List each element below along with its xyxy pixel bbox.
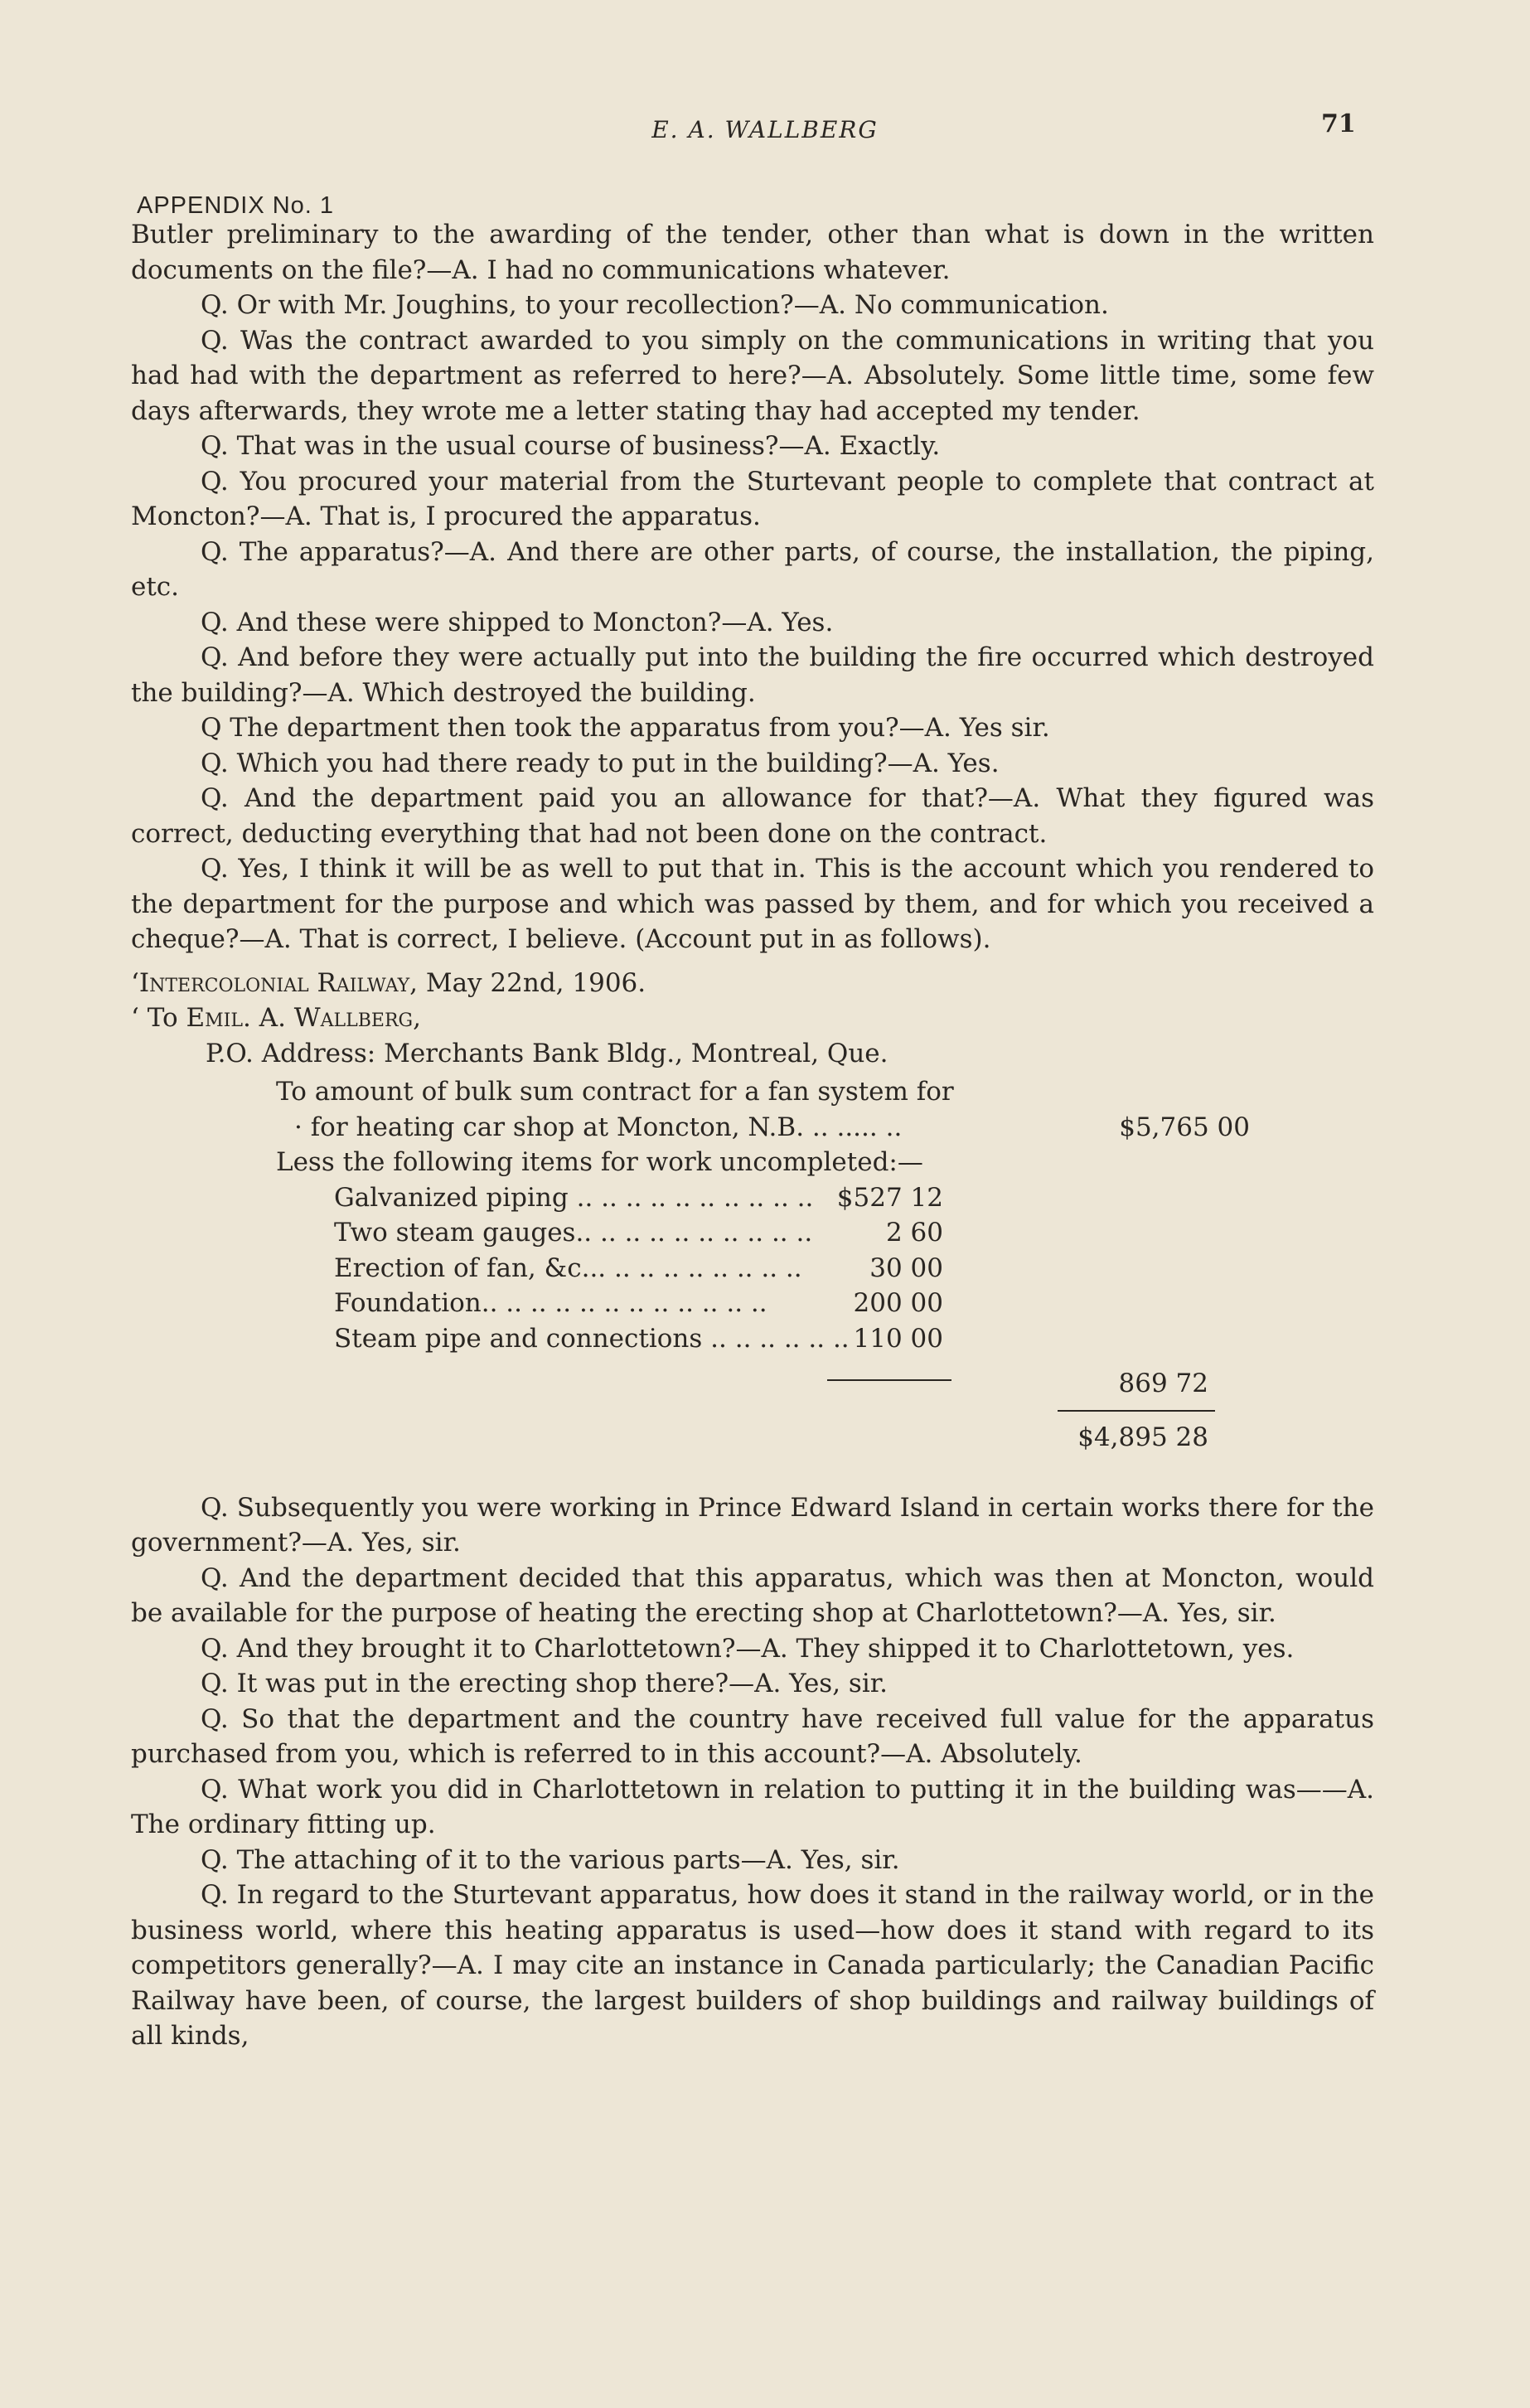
- running-title: E. A. WALLBERG: [651, 116, 879, 143]
- paragraph: Q. Which you had there ready to put in the building?—A. Yes.: [201, 748, 1000, 778]
- paragraph: Q. It was put in the erecting shop there?—A. Yes, sir.: [201, 1669, 888, 1698]
- paragraph: Q. And the department paid you an allowance for that?—A. What they figured was correct, deducting everything that had not been done on the contract.: [131, 783, 1374, 849]
- paragraph: Q. And these were shipped to Moncton?—A. Yes.: [201, 607, 834, 637]
- paragraph: Butler preliminary to the awarding of the tender, other than what is down in the written documents on the file?—A. I had no communications whatever.: [131, 220, 1374, 285]
- dateline-date: May 22nd, 1906.: [425, 967, 646, 998]
- paragraph: Q. And before they were actually put into the building the fire occurred which destroyed the building?—A. Which destroyed the building.: [131, 642, 1374, 708]
- item-label: Erection of fan, &c... .. .. .. .. .. .. .. ..: [334, 1252, 802, 1283]
- total-rule: [1058, 1410, 1215, 1412]
- account-dateline: [131, 966, 1374, 1001]
- net-total: $4,895 28: [1077, 1422, 1208, 1452]
- item-label: Two steam gauges.. .. .. .. .. .. .. .. .. ..: [334, 1218, 813, 1248]
- account-row: [276, 1145, 1258, 1180]
- paragraph: Q. In regard to the Sturtevant apparatus, how does it stand in the railway world, or in the business world, where this heating apparatus is used—how does it stand with regard to its competitors generally?—A. I may cite an instance in Canada particularly; the Canadian Pacific Railway have been, of course, the largest builders of shop buildings and railway buildings of all kinds,: [131, 1880, 1374, 2051]
- recipient-name: Emil. A. Wallberg,: [186, 1003, 421, 1033]
- item-amount: 200 00: [853, 1288, 943, 1318]
- paragraph: Q. Yes, I think it will be as well to put that in. This is the account which you rendered to the department for the purpose and which was passed by them, and for which you received a cheque?—A. That is correct, I believe. (Account put in as follows).: [131, 854, 1374, 954]
- paragraph: Q. And they brought it to Charlottetown?—A. They shipped it to Charlottetown, yes.: [201, 1633, 1295, 1664]
- page-body: [131, 217, 1374, 2054]
- dateline-quote: ‘: [131, 967, 139, 998]
- account-less-label: Less the following items for work uncompleted:—: [276, 1147, 923, 1177]
- paragraph: Q. Subsequently you were working in Prince Edward Island in certain works there for the government?—A. Yes, sir.: [131, 1492, 1374, 1558]
- page-number: 71: [1321, 109, 1356, 138]
- paragraph: Q The department then took the apparatus from you?—A. Yes sir.: [201, 713, 1050, 743]
- item-label: Steam pipe and connections .. .. .. .. .. ..: [334, 1323, 850, 1354]
- account-item: [276, 1180, 1258, 1216]
- account-total-row: [276, 1422, 1258, 1462]
- paragraph: Q. And the department decided that this apparatus, which was then at Moncton, would be available for the purpose of heating the erecting shop at Charlottetown?—A. Yes, sir.: [131, 1563, 1374, 1628]
- paragraph: Q. What work you did in Charlottetown in relation to putting it in the building was——A. The ordinary fitting up.: [131, 1774, 1374, 1839]
- account-address: P.O. Address: Merchants Bank Bldg., Montreal, Que.: [206, 1038, 888, 1068]
- recipient-prefix: ‘ To: [131, 1003, 178, 1033]
- paragraph: Q. So that the department and the country have received full value for the apparatus purchased from you, which is referred to in this account?—A. Absolutely.: [131, 1703, 1374, 1769]
- account-amount: $5,765 00: [1119, 1112, 1250, 1142]
- item-amount: 30 00: [869, 1252, 943, 1283]
- item-amount: $527 12: [836, 1182, 943, 1213]
- deduction-total: 869 72: [1118, 1369, 1208, 1398]
- subtotal-rule: [827, 1379, 951, 1381]
- paragraph: Q. Or with Mr. Joughins, to your recollection?—A. No communication.: [201, 290, 1109, 320]
- account-row: [276, 1110, 1258, 1146]
- paragraph: Q. The attaching of it to the various parts—A. Yes, sir.: [201, 1844, 900, 1875]
- account-item: [276, 1286, 1258, 1321]
- appendix-label: APPENDIX No. 1: [137, 192, 335, 219]
- paragraph: Q. That was in the usual course of business?—A. Exactly.: [201, 431, 941, 461]
- account-item: [276, 1215, 1258, 1251]
- account-subtotal-row: [276, 1356, 1258, 1398]
- item-label: Galvanized piping .. .. .. .. .. .. .. .. .. ..: [334, 1182, 814, 1213]
- paragraph: Q. You procured your material from the Sturtevant people to complete that contract at Moncton?—A. That is, I procured the apparatus.: [131, 466, 1374, 531]
- item-label: Foundation.. .. .. .. .. .. .. .. .. .. .. ..: [334, 1288, 767, 1318]
- account-line: · for heating car shop at Moncton, N.B. .. ..... ..: [294, 1112, 903, 1142]
- account-recipient: [131, 1001, 1374, 1036]
- item-amount: 110 00: [853, 1323, 943, 1354]
- account-item: [276, 1321, 1258, 1357]
- account-line: To amount of bulk sum contract for a fan system for: [276, 1077, 954, 1107]
- account-table: [276, 1074, 1258, 1462]
- account-row: [276, 1074, 1258, 1110]
- paragraph: Q. Was the contract awarded to you simply on the communications in writing that you had had with the department as referred to here?—A. Absolutely. Some little time, some few days afterwards, they wrote me a letter stating thay had accepted my tender.: [131, 325, 1374, 426]
- item-amount: 2 60: [885, 1218, 943, 1248]
- paragraph: Q. The apparatus?—A. And there are other parts, of course, the installation, the piping, etc.: [131, 536, 1374, 602]
- account-item: [276, 1251, 1258, 1286]
- dateline-org: Intercolonial Railway,: [138, 967, 418, 998]
